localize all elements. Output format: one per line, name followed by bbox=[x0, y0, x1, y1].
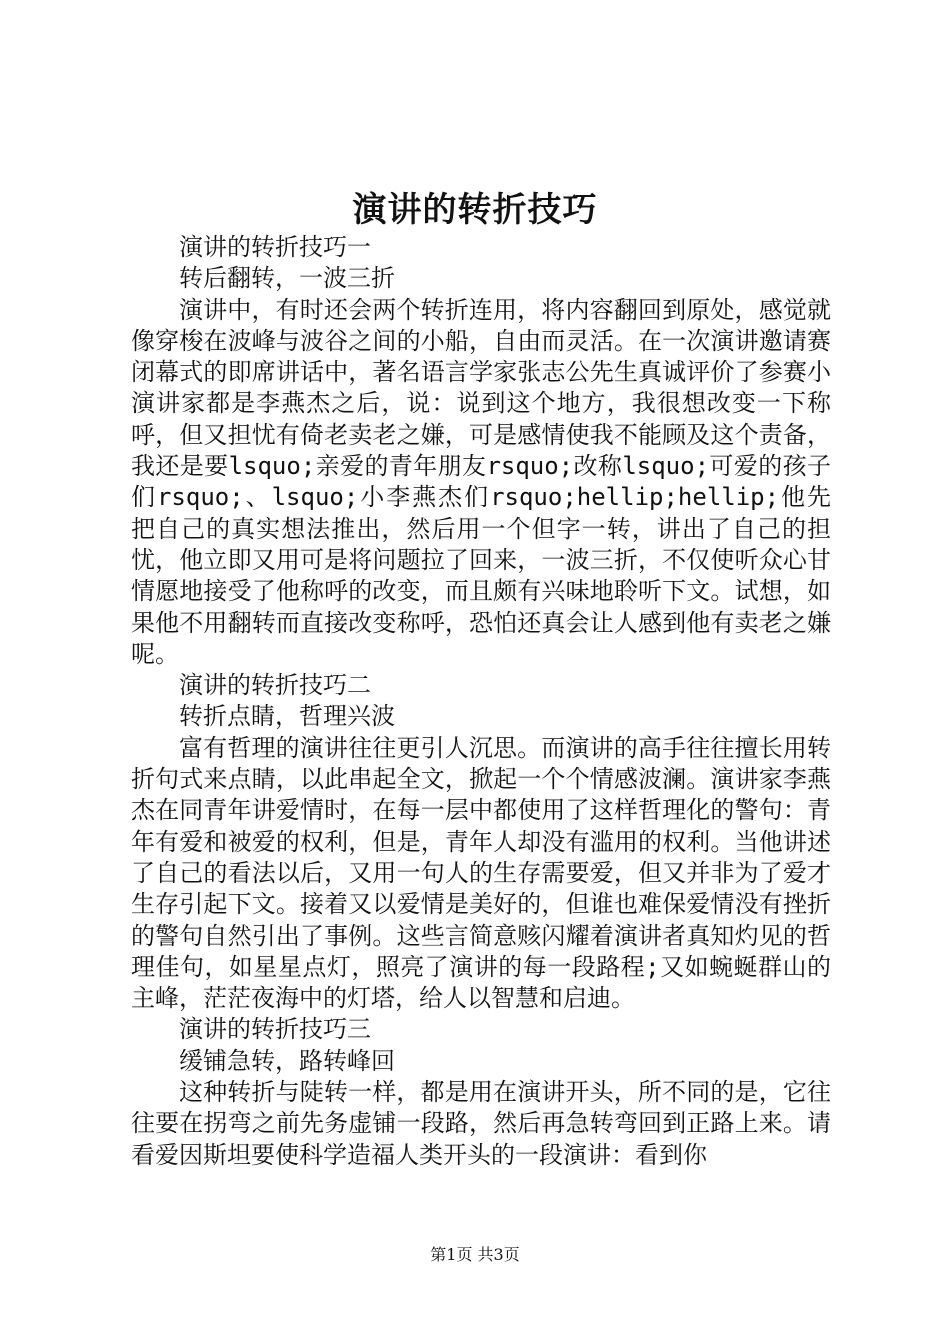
document-title: 演讲的转折技巧 bbox=[352, 190, 598, 230]
body-paragraph-1: 演讲中，有时还会两个转折连用，将内容翻回到原处，感觉就像穿梭在波峰与波谷之间的小船，自由而灵活。在一次演讲邀请赛闭幕式的即席讲话中，著名语言学家张志公先生真诚评价了参赛小演讲家都是李燕杰之后，说：说到这个地方，我很想改变一下称呼，但又担忧有倚老卖老之嫌，可是感情使我不能顾及这个责备，我还是要lsquo;亲爱的青年朋友rsquo;改称lsquo;可爱的孩子们rsquo;、lsquo;小李燕杰们rsquo;hellip;hellip;他先把自己的真实想法推出，然后用一个但字一转，讲出了自己的担忧，他立即又用可是将问题拉了回来，一波三折，不仅使听众心甘情愿地接受了他称呼的改变，而且颇有兴味地聆听下文。试想，如果他不用翻转而直接改变称呼，恐怕还真会让人感到他有卖老之嫌呢。 bbox=[131, 295, 831, 668]
body-paragraph-3: 这种转折与陡转一样，都是用在演讲开头，所不同的是，它往往要在拐弯之前先务虚铺一段路，然后再急转弯回到正路上来。请看爱因斯坦要使科学造福人类开头的一段演讲：看到你 bbox=[131, 1078, 831, 1169]
section-subtitle-3: 缓铺急转，路转峰回 bbox=[179, 1046, 395, 1075]
section-subtitle-2: 转折点睛，哲理兴波 bbox=[179, 702, 395, 731]
body-paragraph-2: 富有哲理的演讲往往更引人沉思。而演讲的高手往往擅长用转折句式来点睛，以此串起全文，掀起一个个情感波澜。演讲家李燕杰在同青年讲爱情时，在每一层中都使用了这样哲理化的警句：青年有爱和被爱的权利，但是，青年人却没有滥用的权利。当他讲述了自己的看法以后，又用一句人的生存需要爱，但又并非为了爱才生存引起下文。接着又以爱情是美好的，但谁也难保爱情没有挫折的警句自然引出了事例。这些言简意赅闪耀着演讲者真知灼见的哲理佳句，如星星点灯，照亮了演讲的每一段路程;又如蜿蜒群山的主峰，茫茫夜海中的灯塔，给人以智慧和启迪。 bbox=[131, 733, 831, 1013]
document-body bbox=[131, 232, 831, 1171]
section-heading-2: 演讲的转折技巧二 bbox=[179, 671, 371, 700]
section-heading-1: 演讲的转折技巧一 bbox=[179, 233, 371, 261]
page-footer: 第1页 共3页 bbox=[430, 1245, 520, 1264]
section-subtitle-1: 转后翻转，一波三折 bbox=[179, 264, 395, 293]
section-heading-3: 演讲的转折技巧三 bbox=[179, 1015, 371, 1044]
